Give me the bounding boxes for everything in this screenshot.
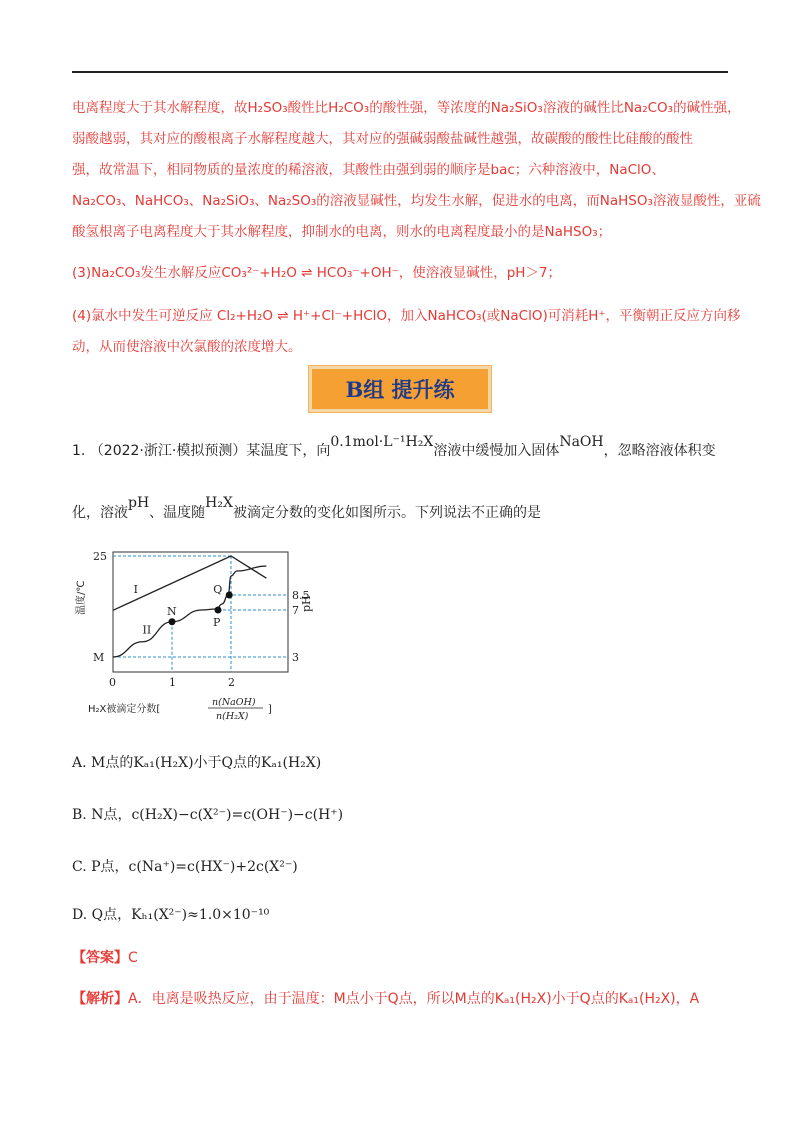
explanation-item-3-text: (3)Na₂CO₃发生水解反应CO₃²⁻+H₂O ⇌ HCO₃⁻+OH⁻，使溶液显碱性，pH＞7； [72, 265, 562, 281]
option-letter: B. [72, 807, 87, 823]
tick-label-3: 3 [292, 651, 299, 664]
x-axis-label-numerator: n(NaOH) [212, 697, 256, 708]
question-text: 1. （2022·浙江·模拟预测）某温度下，向 [72, 443, 331, 459]
tick-label-x-2: 2 [228, 676, 235, 689]
question-h2x: H₂X [205, 495, 233, 511]
question-concentration: 0.1mol·L⁻¹H₂X [330, 434, 434, 450]
tick-label-x-1: 1 [169, 676, 176, 689]
option-d-text: Q点，Kₕ₁(X²⁻)≈1.0×10⁻¹⁰ [91, 907, 270, 923]
question-text: 溶液中缓慢加入固体 [433, 443, 560, 459]
question-text: 化，溶液 [72, 505, 128, 521]
question-text: ，忽略溶液体积变 [603, 443, 716, 459]
option-c-text: P点，c(Na⁺)=c(HX⁻)+2c(X²⁻) [91, 859, 298, 875]
question-naoh: NaOH [559, 434, 604, 450]
x-axis-label-end: ] [268, 704, 272, 715]
option-a-text: M点的Kₐ₁(H₂X)小于Q点的Kₐ₁(H₂X) [91, 755, 322, 771]
series-ph-line [113, 566, 266, 657]
analysis-tag: 【解析】 [72, 991, 128, 1007]
question-ph: pH [128, 495, 150, 511]
answer-line [72, 947, 138, 967]
question-text: 被滴定分数的变化如图所示。下列说法不正确的是 [232, 505, 541, 521]
tick-label-x-0: 0 [109, 676, 116, 689]
point-label-m: M [93, 651, 105, 664]
explanation-item-4 [72, 301, 741, 363]
option-d[interactable] [72, 904, 269, 924]
tick-label-7: 7 [292, 604, 299, 617]
explanation-line: 强，故常温下，相同物质的量浓度的稀溶液，其酸性由强到弱的顺序是bac；六种溶液中，NaClO、 [72, 162, 665, 178]
question-line-1 [72, 434, 716, 460]
explanation-item-3 [72, 258, 732, 289]
option-letter: A. [72, 755, 87, 771]
point-n [169, 618, 176, 625]
y-axis-left-label: 温度/℃ [76, 580, 87, 615]
point-p [215, 607, 222, 614]
option-c[interactable] [72, 856, 298, 876]
point-label-n: N [167, 604, 177, 618]
explanation-paragraph [72, 93, 761, 248]
analysis-line [72, 988, 699, 1008]
answer-tag: 【答案】 [72, 950, 128, 966]
option-letter: C. [72, 859, 87, 875]
option-a[interactable] [72, 752, 321, 772]
explanation-line: Na₂CO₃、NaHCO₃、Na₂SiO₃、Na₂SO₃的溶液显碱性，均发生水解，促进水的电离，而NaHSO₃溶液显酸性，亚硫 [72, 193, 761, 209]
explanation-line: 酸氢根离子电离程度大于其水解程度，抑制水的电离，则水的电离程度最小的是NaHSO₃； [72, 224, 612, 240]
x-axis-label-denominator: n(H₂X) [216, 711, 249, 722]
titration-chart [76, 540, 318, 722]
y-axis-right-label: pH [300, 595, 313, 612]
section-banner: B组 提升练 [309, 366, 491, 412]
explanation-line: 弱酸越弱，其对应的酸根离子水解程度越大，其对应的强碱弱酸盐碱性越强，故碳酸的酸性比硅酸的酸性 [72, 131, 693, 147]
option-letter: D. [72, 907, 88, 923]
tick-label-8-5: 8.5 [292, 589, 310, 602]
explanation-line: 电离程度大于其水解程度，故H₂SO₃酸性比H₂CO₃的酸性强，等浓度的Na₂SiO₃溶液的碱性比Na₂CO₃的碱性强， [72, 100, 741, 116]
tick-label-25: 25 [93, 550, 107, 563]
point-q [226, 592, 233, 599]
curve-label-i: I [133, 583, 139, 596]
question-line-2 [72, 495, 541, 522]
option-b-text: N点，c(H₂X)−c(X²⁻)=c(OH⁻)−c(H⁺) [91, 807, 344, 823]
analysis-text: A．电离是吸热反应，由于温度：M点小于Q点，所以M点的Kₐ₁(H₂X)小于Q点的Kₐ₁(H₂X)，A [128, 991, 700, 1007]
header-rule [72, 71, 728, 73]
explanation-item-4-line2: 动，从而使溶液中次氯酸的浓度增大。 [72, 339, 302, 355]
point-label-p: P [213, 616, 221, 629]
question-text: 、温度随 [149, 505, 206, 521]
option-b[interactable] [72, 804, 343, 824]
answer-value: C [128, 950, 138, 966]
x-axis-label: H₂X被滴定分数[ [88, 704, 161, 715]
point-label-q: Q [213, 583, 223, 596]
explanation-item-4-line1: (4)氯水中发生可逆反应 Cl₂+H₂O ⇌ H⁺+Cl⁻+HClO，加入NaHCO₃(或NaClO)可消耗H⁺，平衡朝正反应方向移 [72, 308, 741, 324]
curve-label-ii: II [142, 623, 152, 637]
